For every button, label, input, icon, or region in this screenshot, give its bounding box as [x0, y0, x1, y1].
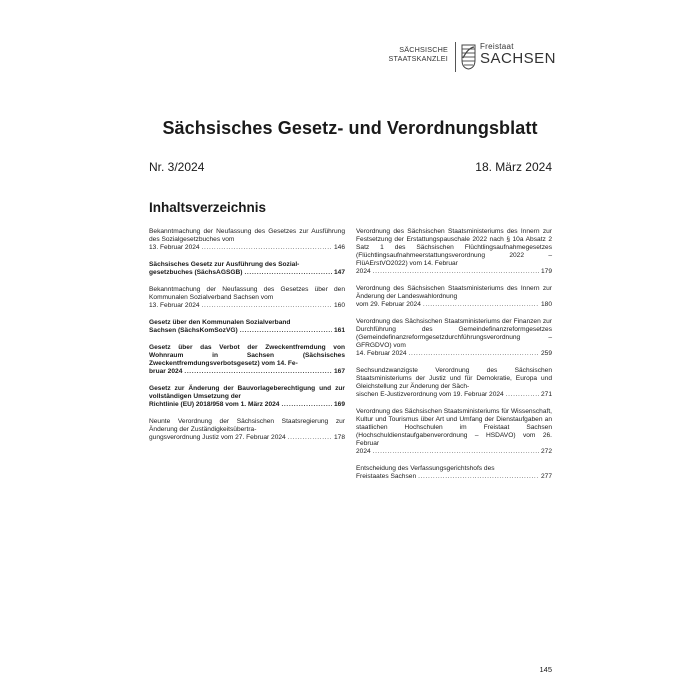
- toc-entry-title: Verordnung des Sächsischen Staatsministeriums des Innern zur Änderung der Landeswahlordnung: [356, 285, 552, 300]
- toc-entry-page: 167: [333, 368, 345, 375]
- toc-leader-dots: [240, 327, 332, 335]
- toc-entry-title: Gesetz zur Änderung der Bauvorlageberechtigung und zur vollständigen Umsetzung der: [149, 385, 345, 400]
- toc-entry-page-line: [356, 473, 552, 481]
- toc-entry-page-line: [149, 434, 345, 442]
- toc-entry-title-end: bruar 2024: [149, 368, 183, 375]
- toc-entry-title: Verordnung des Sächsischen Staatsministeriums des Innern zur Festsetzung der Erstattungspauschale 2022 nach § 10a Absatz 2 Satz 1 des Sächsischen Flüchtlingsaufnahmegesetzes (Flüchtlingsaufnahmeerstattungsverordnung 2022 – FlüAErstVO2022) vom 14. Februar: [356, 228, 552, 267]
- toc-entry-page-line: [356, 448, 552, 456]
- toc-entry-title: Bekanntmachung der Neufassung des Gesetzes über den Kommunalen Sozialverband Sachsen vom: [149, 286, 345, 301]
- toc-entry-page: 178: [333, 434, 345, 441]
- toc-leader-dots: [373, 448, 539, 456]
- page-number: 145: [539, 665, 552, 674]
- toc-entry-title: Bekanntmachung der Neufassung des Gesetzes zur Ausführung des Sozialgesetzbuches vom: [149, 228, 345, 243]
- toc-column-right: [356, 228, 552, 489]
- toc-entry-page-line: [149, 327, 345, 335]
- toc-entry-title: Sechsundzwanzigste Verordnung des Sächsischen Staatsministeriums der Justiz und für Demokratie, Europa und Gleichstellung zur Änderung der Säch-: [356, 367, 552, 390]
- toc-entry-title: Entscheidung des Verfassungsgerichtshofs des: [356, 465, 495, 472]
- toc-entry-page: 161: [333, 327, 345, 334]
- toc-entry[interactable]: [149, 418, 345, 442]
- toc-entry-page-line: [149, 368, 345, 376]
- kanzlei-line2: STAATSKANZLEI: [388, 54, 448, 63]
- toc-entry-title-end: gungsverordnung Justiz vom 27. Februar 2024: [149, 434, 286, 441]
- toc-leader-dots: [373, 268, 539, 276]
- toc-leader-dots: [202, 244, 332, 252]
- toc-entry-page: 272: [540, 448, 552, 455]
- toc-entry-page-line: [356, 350, 552, 358]
- kanzlei-line1: SÄCHSISCHE: [399, 45, 448, 54]
- toc-leader-dots: [244, 269, 332, 277]
- toc-entry-title-end: Richtlinie (EU) 2018/958 vom 1. März 2024: [149, 401, 280, 408]
- toc-leader-dots: [506, 391, 539, 399]
- toc-entry-page: 160: [333, 302, 345, 309]
- toc-entry[interactable]: [356, 367, 552, 399]
- sachsen-label: SACHSEN: [480, 50, 557, 67]
- toc-entry-title-end: Sachsen (SächsKomSozVG): [149, 327, 238, 334]
- toc-entry[interactable]: [149, 228, 345, 252]
- document-title: Sächsisches Gesetz- und Verordnungsblatt: [162, 118, 538, 138]
- toc-entry[interactable]: [149, 319, 345, 335]
- toc-entry-page: 146: [333, 244, 345, 251]
- freistaat-sachsen-logo: [480, 42, 560, 67]
- toc-leader-dots: [281, 401, 332, 409]
- toc-entry[interactable]: [149, 344, 345, 376]
- toc-entry-page-line: [149, 244, 345, 252]
- toc-entry-page-line: [356, 391, 552, 399]
- toc-entry-page-line: [149, 269, 345, 277]
- toc-entry-title-end: 2024: [356, 448, 371, 455]
- toc-entry-page-line: [356, 301, 552, 309]
- toc-entry-title-end: sischen E-Justizverordnung vom 19. Februar 2024: [356, 391, 504, 398]
- toc-entry-title: Verordnung des Sächsischen Staatsministeriums für Wissenschaft, Kultur und Tourismus über Art und Umfang der Dienstaufgaben an staatlichen Hochschulen im Freistaat Sachsen (Hochschuldienstaufgabenverordnung – HSDAVO) vom 26. Februar: [356, 408, 552, 447]
- header-logos: [388, 42, 558, 74]
- toc-entry-title: Sächsisches Gesetz zur Ausführung des Sozial-: [149, 261, 300, 268]
- toc-entry-page-line: [356, 268, 552, 276]
- toc-entry-title-end: gesetzbuches (SächsAGSGB): [149, 269, 243, 276]
- toc-entry-title-end: 13. Februar 2024: [149, 244, 200, 251]
- toc-entry-page-line: [149, 401, 345, 409]
- toc-entry-title: Verordnung des Sächsischen Staatsministeriums der Finanzen zur Durchführung des Gemeindefinanzreformgesetzes (Gemeindefinanzreformgesetzdurchführungsverordnung – GFRGDVO) vom: [356, 318, 552, 349]
- toc-leader-dots: [409, 350, 539, 358]
- toc-entry-page: 271: [540, 391, 552, 398]
- toc-entry[interactable]: [149, 261, 345, 277]
- toc-entry-page: 277: [540, 473, 552, 480]
- toc-entry-page: 179: [540, 268, 552, 275]
- toc-entry[interactable]: [356, 228, 552, 276]
- toc-entry-page: 259: [540, 350, 552, 357]
- toc-entry-title-end: 14. Februar 2024: [356, 350, 407, 357]
- toc-entry[interactable]: [356, 318, 552, 358]
- toc-leader-dots: [418, 473, 539, 481]
- toc-column-left: [149, 228, 345, 450]
- toc-leader-dots: [202, 302, 332, 310]
- toc-leader-dots: [184, 368, 332, 376]
- toc-entry-title-end: Freistaates Sachsen: [356, 473, 417, 480]
- toc-entry[interactable]: [356, 408, 552, 456]
- issue-date: 18. März 2024: [475, 160, 552, 174]
- toc-leader-dots: [288, 434, 332, 442]
- toc-entry[interactable]: [149, 286, 345, 310]
- toc-entry-title-end: 13. Februar 2024: [149, 302, 200, 309]
- toc-entry-title: Neunte Verordnung der Sächsischen Staatsregierung zur Änderung der Zuständigkeitsübertra-: [149, 418, 345, 433]
- toc-leader-dots: [423, 301, 539, 309]
- toc-entry-title-end: 2024: [356, 268, 371, 275]
- toc-entry-page-line: [149, 302, 345, 310]
- staatskanzlei-logo: [388, 45, 448, 63]
- toc-heading: Inhaltsverzeichnis: [149, 200, 267, 215]
- issue-number: Nr. 3/2024: [149, 160, 205, 174]
- toc-entry[interactable]: [149, 385, 345, 409]
- toc-entry-page: 147: [333, 269, 345, 276]
- toc-entry-title: Gesetz über den Kommunalen Sozialverband: [149, 319, 291, 326]
- toc-entry[interactable]: [356, 465, 552, 481]
- toc-entry-page: 169: [333, 401, 345, 408]
- saxony-crest-icon: [461, 44, 476, 70]
- toc-entry-page: 180: [540, 301, 552, 308]
- freistaat-label: Freistaat: [480, 42, 514, 51]
- logo-divider: [455, 42, 456, 72]
- toc-entry[interactable]: [356, 285, 552, 309]
- toc-entry-title: Gesetz über das Verbot der Zweckentfremdung von Wohnraum in Sachsen (Sächsisches Zweckentfremdungsverbotsgesetz) vom 14. Fe-: [149, 344, 345, 367]
- toc-entry-title-end: vom 29. Februar 2024: [356, 301, 421, 308]
